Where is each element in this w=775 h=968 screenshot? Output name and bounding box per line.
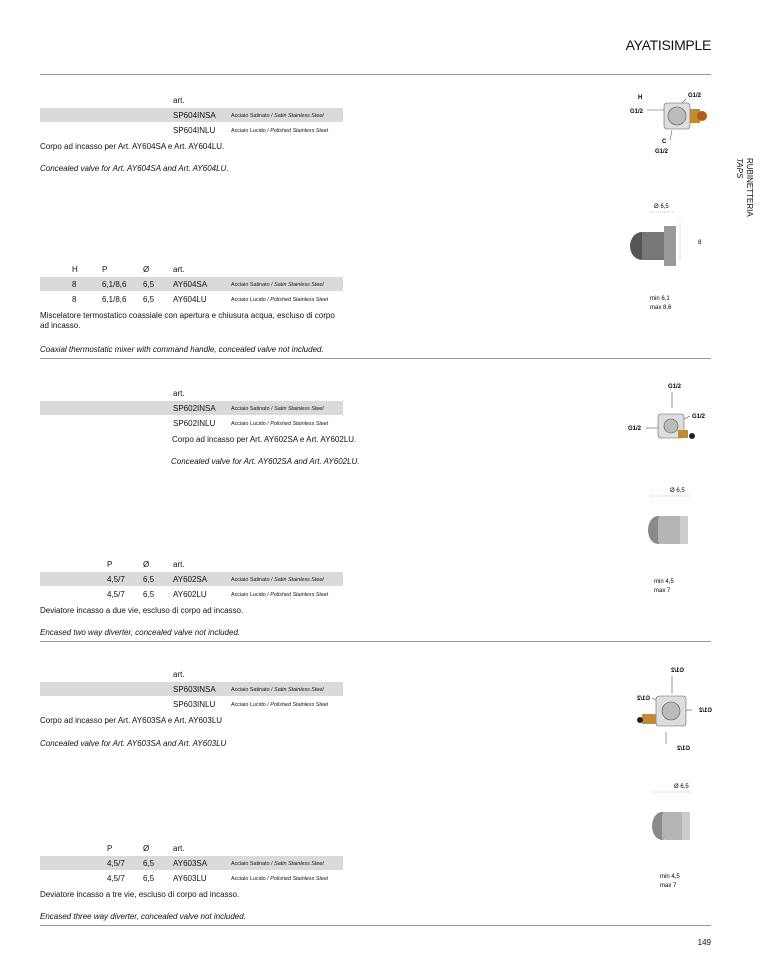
p-value: 4,5/7: [107, 575, 125, 584]
art-code: SP603INLU: [173, 700, 216, 709]
table-row: [40, 572, 343, 586]
d-value: 6,5: [143, 590, 155, 599]
h-value: 8: [72, 280, 77, 289]
art-code: AY603SA: [173, 859, 208, 868]
p-value: 6,1/8,6: [102, 295, 127, 304]
brand-title: AYATISIMPLE: [625, 37, 711, 53]
col-p-header: P: [107, 560, 113, 569]
art-code: AY604SA: [173, 280, 208, 289]
label-h: H: [638, 95, 643, 101]
d-value: 6,5: [143, 295, 155, 304]
top-divider: [40, 74, 711, 75]
finish-label: Acciaio Lucido / Polished Stainless Steel: [231, 297, 329, 303]
height-label: 8: [698, 240, 702, 246]
description-en: Coaxial thermostatic mixer with command handle, concealed valve not included.: [40, 345, 324, 354]
art-code: AY604LU: [173, 295, 207, 304]
table-row: [40, 871, 343, 885]
label-g: G1/2: [628, 426, 642, 432]
table-header: [40, 93, 343, 107]
d-value: 6,5: [143, 280, 155, 289]
description-it: Deviatore incasso a due vie, escluso di corpo ad incasso.: [40, 606, 244, 615]
table-row: [40, 416, 343, 430]
p-value: 6,1/8,6: [102, 280, 127, 289]
bottom-divider: [40, 925, 711, 926]
label-c: C: [662, 139, 667, 145]
finish-label: Acciaio Satinato / Satin Stainless Steel: [231, 577, 324, 583]
col-d-header: Ø: [143, 844, 150, 853]
table-row: [40, 697, 343, 711]
art-code: AY602SA: [173, 575, 208, 584]
finish-label: Acciaio Lucido / Polished Stainless Steel: [231, 128, 329, 134]
diameter-label: Ø 6,5: [670, 488, 685, 494]
col-art-header: art.: [173, 265, 185, 274]
table-header: [40, 841, 343, 855]
art-code: SP604INSA: [173, 111, 216, 120]
col-art-header: art.: [173, 389, 185, 398]
mixer-drawing: [620, 200, 710, 320]
table-row: [40, 587, 343, 601]
p-value: 4,5/7: [107, 590, 125, 599]
min-label: min 4,5: [660, 874, 680, 880]
table-row: [40, 277, 343, 291]
label-g: G1/2: [692, 414, 706, 420]
table-row: [40, 123, 343, 137]
description-en: Encased two way diverter, concealed valve not included.: [40, 628, 241, 637]
max-label: max 7: [654, 588, 671, 594]
description-en: Encased three way diverter, concealed valve not included.: [40, 912, 246, 921]
section-divider: [40, 641, 711, 642]
description-it: Deviatore incasso a tre vie, escluso di corpo ad incasso.: [40, 890, 240, 899]
min-label: min 6,1: [650, 296, 670, 302]
label-g: G1/2: [698, 708, 712, 714]
side-label: [735, 158, 774, 218]
description-en: Concealed valve for Art. AY603SA and Art. AY603LU: [40, 739, 227, 748]
h-value: 8: [72, 295, 77, 304]
col-d-header: Ø: [143, 560, 150, 569]
label-g: G1/2: [655, 149, 669, 155]
description-en: Concealed valve for Art. AY604SA and Art. AY604LU.: [40, 164, 229, 173]
finish-label: Acciaio Lucido / Polished Stainless Steel: [231, 592, 329, 598]
finish-label: Acciaio Satinato / Satin Stainless Steel: [231, 861, 324, 867]
description-it: Corpo ad incasso per Art. AY603SA e Art. AY603LU: [40, 716, 223, 725]
table-header: [40, 386, 343, 400]
d-value: 6,5: [143, 575, 155, 584]
side-label-en: TAPS: [735, 158, 744, 179]
table-row: [40, 856, 343, 870]
finish-label: Acciaio Satinato / Satin Stainless Steel: [231, 406, 324, 412]
finish-label: Acciaio Satinato / Satin Stainless Steel: [231, 282, 324, 288]
label-g: G1/2: [676, 746, 690, 752]
col-p-header: P: [107, 844, 113, 853]
table-row: [40, 401, 343, 415]
col-art-header: art.: [173, 844, 185, 853]
table-row: [40, 292, 343, 306]
finish-label: Acciaio Lucido / Polished Stainless Steel: [231, 421, 329, 427]
description-it: Miscelatore termostatico coassiale con apertura e chiusura acqua, escluso di corpo ad incasso.: [40, 311, 335, 330]
col-art-header: art.: [173, 560, 185, 569]
diameter-label: Ø 6,5: [674, 784, 689, 790]
col-d-header: Ø: [143, 265, 150, 274]
d-value: 6,5: [143, 859, 155, 868]
col-art-header: art.: [173, 670, 185, 679]
table-row: [40, 682, 343, 696]
table-row: [40, 108, 343, 122]
col-art-header: art.: [173, 96, 185, 105]
art-code: SP604INLU: [173, 126, 216, 135]
p-value: 4,5/7: [107, 874, 125, 883]
valve-drawing: [620, 85, 720, 160]
label-g: G1/2: [668, 384, 682, 390]
col-p-header: P: [102, 265, 108, 274]
col-h-header: H: [72, 265, 78, 274]
art-code: SP602INSA: [173, 404, 216, 413]
label-g: G1/2: [670, 668, 684, 674]
label-g: G1/2: [636, 696, 650, 702]
table-header: [40, 667, 343, 681]
side-label-it: RUBINETTERIA: [745, 158, 754, 217]
knob-drawing: [630, 482, 700, 597]
finish-label: Acciaio Lucido / Polished Stainless Steel: [231, 702, 329, 708]
art-code: AY603LU: [173, 874, 207, 883]
table-header: [40, 262, 343, 276]
max-label: max 7: [660, 883, 677, 889]
art-code: SP603INSA: [173, 685, 216, 694]
diameter-label: Ø 6,5: [654, 204, 669, 210]
description-it: Corpo ad incasso per Art. AY602SA e Art. AY602LU.: [172, 435, 357, 444]
max-label: max 8,6: [650, 305, 672, 311]
finish-label: Acciaio Satinato / Satin Stainless Steel: [231, 113, 324, 119]
table-header: [40, 557, 343, 571]
valve-drawing: [620, 660, 720, 760]
section-divider: [40, 358, 711, 359]
art-code: AY602LU: [173, 590, 207, 599]
page-number: 149: [697, 938, 711, 947]
finish-label: Acciaio Satinato / Satin Stainless Steel: [231, 687, 324, 693]
valve-drawing: [620, 378, 720, 448]
description-en: Concealed valve for Art. AY602SA and Art. AY602LU.: [171, 457, 360, 466]
min-label: min 4,5: [654, 579, 674, 585]
finish-label: Acciaio Lucido / Polished Stainless Steel: [231, 876, 329, 882]
p-value: 4,5/7: [107, 859, 125, 868]
knob-drawing: [630, 776, 700, 891]
label-g: G1/2: [688, 93, 702, 99]
d-value: 6,5: [143, 874, 155, 883]
art-code: SP602INLU: [173, 419, 216, 428]
label-g: G1/2: [630, 109, 644, 115]
description-it: Corpo ad incasso per Art. AY604SA e Art. AY604LU.: [40, 142, 225, 151]
